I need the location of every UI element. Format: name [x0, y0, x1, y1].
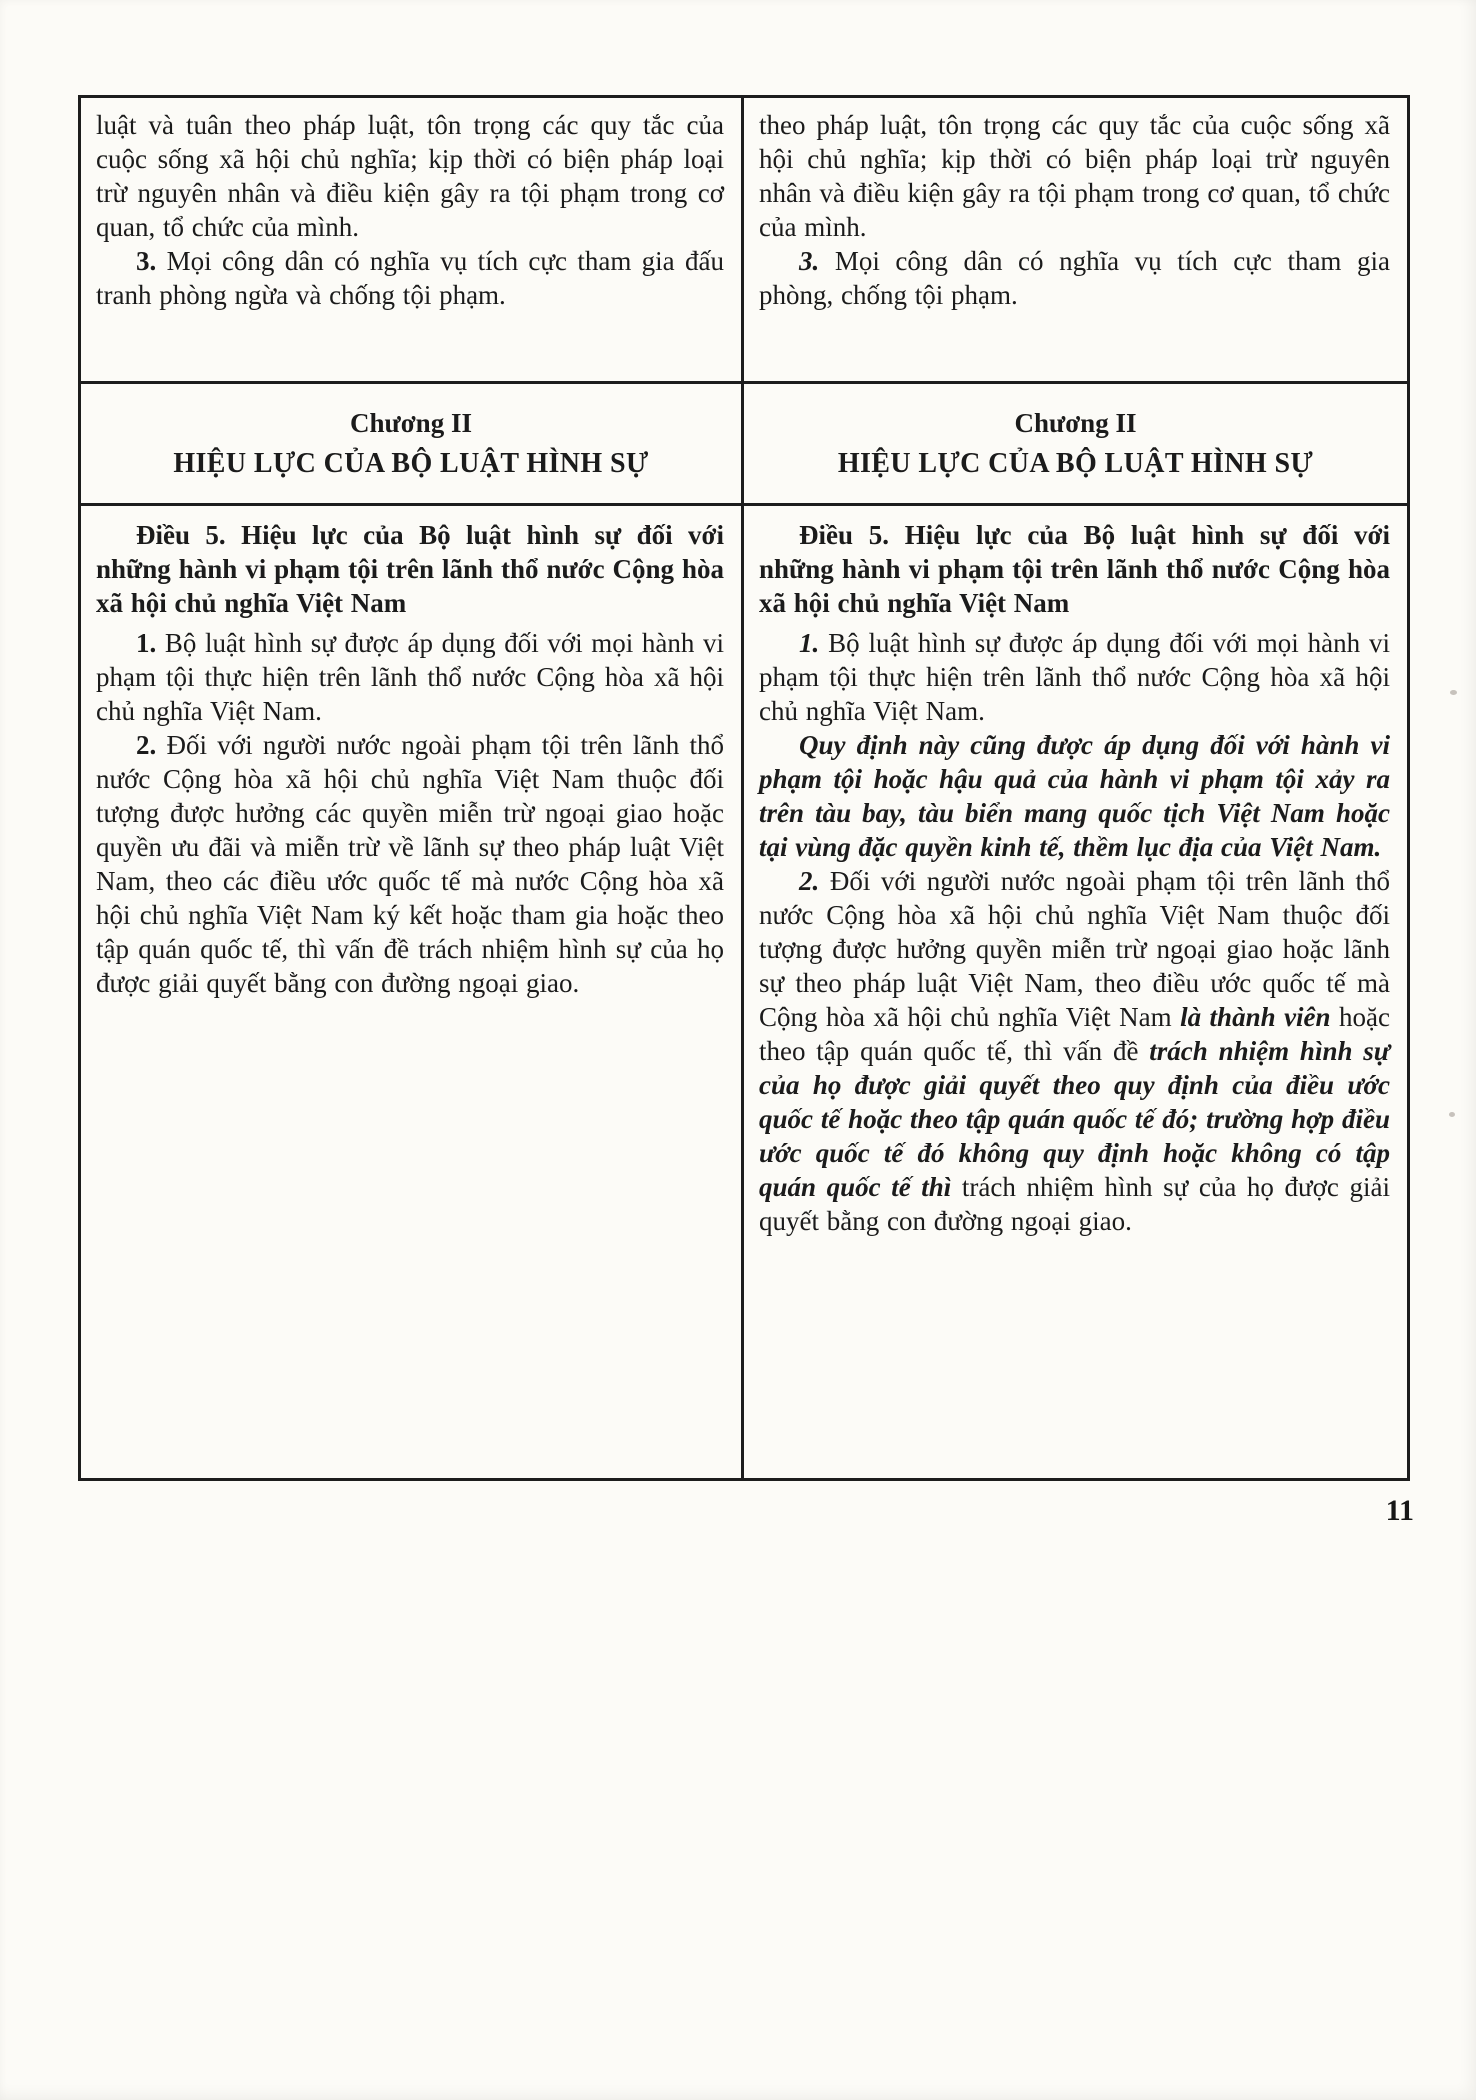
text-run: hoặc theo tập quán quốc tế, thì vấn đề: [759, 1002, 1391, 1066]
right-column-intro-cell: [744, 98, 1407, 384]
text-run: Điều 5. Hiệu lực của Bộ luật hình sự đối với những hành vi phạm tội trên lãnh thổ nước Cộng hòa xã hội chủ nghĩa Việt Nam: [96, 520, 724, 618]
paragraph: [759, 728, 1390, 864]
left-chapter-heading-cell: [81, 384, 744, 506]
text-run: Quy định này cũng được áp dụng đối với hành vi phạm tội hoặc hậu quả của hành vi phạm tội xảy ra trên tàu bay, tàu biển mang quốc tịch Việt Nam hoặc tại vùng đặc quyền kinh tế, thềm lục địa của Việt Nam.: [759, 730, 1390, 862]
right-chapter-heading-cell: [744, 384, 1407, 506]
paragraph: [759, 626, 1390, 728]
paragraph: [759, 108, 1390, 244]
scan-speck: [1450, 690, 1457, 695]
left-column-intro-cell: [81, 98, 744, 384]
text-run: Đối với người nước ngoài phạm tội trên lãnh thổ nước Cộng hòa xã hội chủ nghĩa Việt Nam thuộc đối tượng được hưởng các quyền miễn trừ ngoại giao hoặc quyền ưu đãi và miễn trừ về lãnh sự theo pháp luật Việt Nam, theo các điều ước quốc tế mà nước Cộng hòa xã hội chủ nghĩa Việt Nam ký kết hoặc tham gia hoặc theo tập quán quốc tế, thì vấn đề trách nhiệm hình sự của họ được giải quyết bằng con đường ngoại giao.: [96, 730, 725, 998]
paragraph: [96, 244, 724, 312]
chapter-title: HIỆU LỰC CỦA BỘ LUẬT HÌNH SỰ: [173, 447, 649, 479]
chapter-number: Chương II: [350, 407, 472, 438]
left-article5-cell: [81, 506, 744, 1478]
text-run: 2.: [136, 730, 167, 760]
text-run: 2.: [799, 866, 830, 896]
text-run: Mọi công dân có nghĩa vụ tích cực tham gia đấu tranh phòng ngừa và chống tội phạm.: [96, 246, 724, 310]
text-run: 1.: [799, 628, 829, 658]
paragraph: [96, 518, 724, 620]
text-run: trách nhiệm hình sự của họ được giải quyết theo quy định của điều ước quốc tế hoặc theo tập quán quốc tế đó; trường hợp điều ước quốc tế đó không quy định hoặc không có tập quán quốc tế thì: [759, 1036, 1390, 1202]
text-run: Bộ luật hình sự được áp dụng đối với mọi hành vi phạm tội thực hiện trên lãnh thổ nước Cộng hòa xã hội chủ nghĩa Việt Nam.: [96, 628, 724, 726]
scan-speck: [1449, 1112, 1455, 1117]
text-run: Điều 5. Hiệu lực của Bộ luật hình sự đối với những hành vi phạm tội trên lãnh thổ nước Cộng hòa xã hội chủ nghĩa Việt Nam: [759, 520, 1390, 618]
text-run: 1.: [136, 628, 165, 658]
text-run: luật và tuân theo pháp luật, tôn trọng các quy tắc của cuộc sống xã hội chủ nghĩa; kịp thời có biện pháp loại trừ nguyên nhân và điều kiện gây ra tội phạm trong cơ quan, tổ chức của mình.: [96, 110, 724, 242]
text-run: 3.: [799, 246, 835, 276]
paragraph: [96, 626, 724, 728]
text-run: trách nhiệm hình sự của họ được giải quyết bằng con đường ngoại giao.: [759, 1172, 1390, 1236]
text-run: là thành viên: [1180, 1002, 1331, 1032]
text-run: 3.: [136, 246, 167, 276]
two-column-comparison-table: [78, 95, 1410, 1481]
text-run: Mọi công dân có nghĩa vụ tích cực tham gia phòng, chống tội phạm.: [759, 246, 1390, 310]
paragraph: [759, 518, 1390, 620]
page-number: 11: [1385, 1494, 1414, 1527]
paragraph: [759, 864, 1390, 1238]
chapter-title: HIỆU LỰC CỦA BỘ LUẬT HÌNH SỰ: [837, 447, 1314, 479]
right-article5-cell: [744, 506, 1407, 1478]
chapter-number: Chương II: [1014, 407, 1137, 438]
text-run: Bộ luật hình sự được áp dụng đối với mọi hành vi phạm tội thực hiện trên lãnh thổ nước Cộng hòa xã hội chủ nghĩa Việt Nam.: [759, 628, 1390, 726]
text-run: Đối với người nước ngoài phạm tội trên lãnh thổ nước Cộng hòa xã hội chủ nghĩa Việt Nam thuộc đối tượng được hưởng quyền miễn trừ ngoại giao hoặc lãnh sự theo pháp luật Việt Nam, theo điều ước quốc tế mà Cộng hòa xã hội chủ nghĩa Việt Nam: [759, 866, 1390, 1032]
paragraph: [759, 244, 1390, 312]
text-run: theo pháp luật, tôn trọng các quy tắc của cuộc sống xã hội chủ nghĩa; kịp thời có biện pháp loại trừ nguyên nhân và điều kiện gây ra tội phạm trong cơ quan, tổ chức của mình.: [759, 110, 1390, 242]
paragraph: [96, 728, 724, 1000]
paragraph: [96, 108, 724, 244]
